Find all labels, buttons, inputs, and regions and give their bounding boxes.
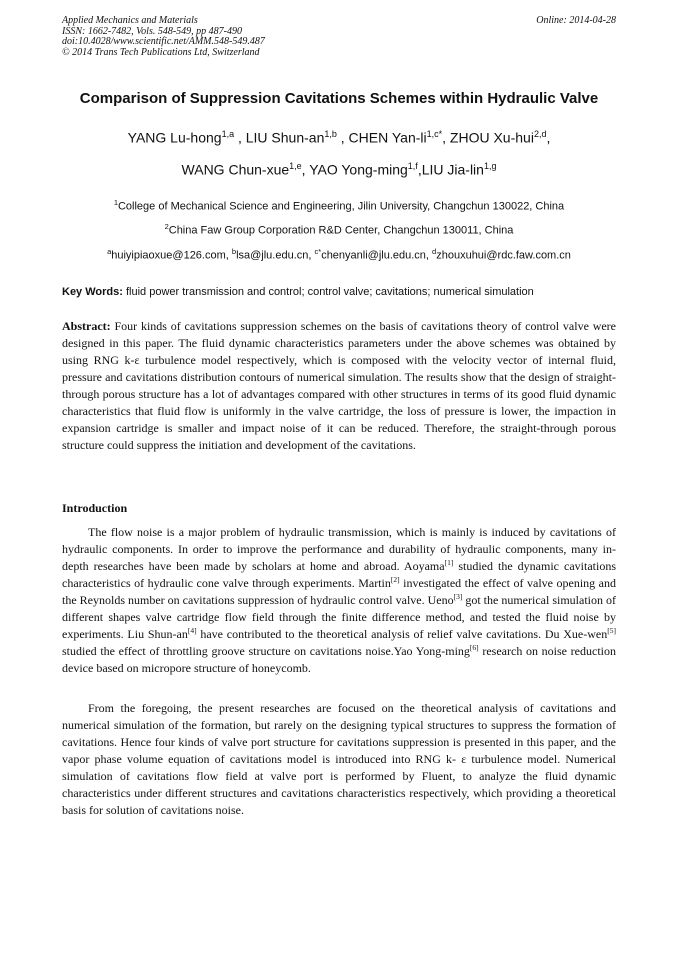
affiliation-text: China Faw Group Corporation R&D Center, Changchun 130011, China bbox=[168, 224, 514, 237]
introduction-paragraph-2 bbox=[62, 700, 616, 819]
paragraph-text: From the foregoing, the present researches are focused on the theoretical analysis of cavitations and numerical simulation of the formation, but rarely on the designing typical structures to suppress the formation of cavitations. Hence four kinds of valve port structure for cavitations suppression is presented in this paper, and the vapor phase volume equation of cavitations model is introduced into RNG k- ε turbulence model. Numerical simulation of cavitations flow field at valve port is performed by Fluent, to analyze the fluid dynamic characteristics under different structures and cavitations characteristics respectively, which providing a theoretical basis for solution of cavitations noise. bbox=[62, 701, 616, 817]
email-line: $^a$huiyipiaoxue@126.com, $^b$lsa@jlu.edu.cn, $^{c*}$chenyanli@jlu.edu.cn, $^d$zhouxuhui@rdc.faw.com.cn bbox=[107, 247, 571, 262]
journal-name: Applied Mechanics and Materials bbox=[62, 15, 198, 26]
email-address: zhouxuhui@rdc.faw.com.cn bbox=[436, 249, 571, 262]
author-sup: 1,e bbox=[289, 161, 302, 171]
author-sup: 1,c* bbox=[426, 129, 443, 139]
keywords-label: Key Words: bbox=[62, 286, 123, 298]
author-sup: 1,a bbox=[221, 129, 235, 139]
author-name: ZHOU Xu-hui bbox=[449, 129, 534, 146]
paragraph-text: got the numerical simulation of different shapes valve cartridge flow field through the finite difference method, and tested the fluid noise by experiments. Liu Shun-an bbox=[62, 593, 616, 641]
affiliation-1 bbox=[62, 196, 616, 214]
affiliation-sup: 2 bbox=[164, 222, 169, 231]
email-address: lsa@jlu.edu.cn bbox=[236, 249, 309, 262]
online-date: Online: 2014-04-28 bbox=[536, 15, 616, 26]
citation-ref: [5] bbox=[607, 626, 616, 635]
author-name: LIU Shun-an bbox=[245, 129, 325, 146]
keywords bbox=[62, 285, 616, 299]
email-address: huiyipiaoxue@126.com bbox=[111, 249, 226, 262]
email-sup: d bbox=[432, 247, 437, 256]
author-name: CHEN Yan-li bbox=[348, 129, 427, 146]
citation-ref: [1] bbox=[444, 558, 454, 567]
citation-ref: [6] bbox=[469, 643, 479, 652]
author-name: WANG Chun-xue bbox=[181, 161, 290, 178]
author-sup: 1,g bbox=[483, 161, 497, 171]
abstract bbox=[62, 318, 616, 454]
journal-header bbox=[62, 16, 616, 58]
email-sup: b bbox=[231, 247, 237, 256]
author-name: LIU Jia-lin bbox=[421, 161, 484, 178]
author-line-1: YANG Lu-hong$^{1,a}$ , LIU Shun-an$^{1,b}$ , CHEN Yan-$li^{1,c*}$, ZHOU Xu-hui$^{2,d}$, bbox=[127, 129, 551, 146]
author-sup: 1,b bbox=[324, 129, 337, 139]
author-sup: 2,d bbox=[533, 129, 547, 139]
citation-ref: [4] bbox=[187, 626, 197, 635]
affiliation-2 bbox=[62, 220, 616, 238]
email-address: chenyanli@jlu.edu.cn bbox=[321, 249, 426, 262]
paragraph-text: research on noise reduction device based on micropore structure of honeycomb. bbox=[62, 644, 616, 675]
section-heading-introduction: Introduction bbox=[62, 501, 128, 515]
email-sup: c* bbox=[314, 247, 322, 256]
affiliation-sup: 1 bbox=[113, 198, 118, 207]
abstract-label: Abstract: bbox=[62, 319, 111, 333]
paper-title: Comparison of Suppression Cavitations Schemes within Hydraulic Valve bbox=[79, 90, 599, 107]
email-sup: a bbox=[107, 247, 112, 256]
author-name: YANG Lu-hong bbox=[127, 129, 222, 146]
issn-line: ISSN: 1662-7482, Vols. 548-549, pp 487-490 bbox=[62, 25, 242, 37]
author-line-2: WANG Chun-xue$^{1,e}$, YAO Yong-ming$^{1,f}$,LIU Jia-lin$^{1,g}$ bbox=[181, 161, 497, 178]
paragraph-text: investigated the effect of valve opening and the Reynolds number on cavitations suppression of hydraulic control valve. Ueno bbox=[62, 576, 617, 607]
abstract-text: Four kinds of cavitations suppression schemes on the basis of cavitations theory of control valve were designed in this paper. The fluid dynamic characteristics parameters under the above schemes was obtained by using RNG k-ε turbulence model respectively, which is composed with the velocity vector of internal fluid, pressure and cavitations distribution contours of numerical simulation. The results show that the design of straight-through porous structure has a lot of advantages compared with other structures in terms of its good fluid dynamic characteristics that fluid flow is uniformly in the valve cartridge, the loss of pressure is lower, the impaction in expansion cartridge is smaller and impact noise of it can be reduced. Therefore, the straight-through porous structure could suppress the initiation and development of the cavitations. bbox=[62, 319, 617, 452]
author-name: YAO Yong-ming bbox=[309, 161, 408, 178]
paragraph-text: studied the effect of throttling groove structure on cavitations noise.Yao Yong-ming bbox=[62, 644, 470, 658]
paragraph-text: studied the dynamic cavitations characteristics of hydraulic cone valve through experiments. Martin bbox=[62, 559, 616, 590]
affiliation-text: College of Mechanical Science and Engineering, Jilin University, Changchun 130022, China bbox=[117, 200, 565, 213]
paragraph-text: have contributed to the theoretical analysis of relief valve cavitations. Du Xue-wen bbox=[196, 627, 608, 641]
doi-line: doi:10.4028/www.scientific.net/AMM.548-549.487 bbox=[62, 36, 265, 47]
keywords-text: fluid power transmission and control; control valve; cavitations; numerical simulation bbox=[125, 286, 534, 298]
copyright-line: © 2014 Trans Tech Publications Ltd, Switzerland bbox=[62, 46, 260, 58]
introduction-paragraph-1 bbox=[62, 524, 616, 677]
citation-ref: [2] bbox=[390, 575, 400, 584]
author-sup: 1,f bbox=[407, 161, 418, 171]
paragraph-text: The flow noise is a major problem of hydraulic transmission, which is mainly is induced by cavitations of hydraulic components. In order to improve the performance and durability of hydraulic components, many in-depth researches have been made by scholars at home and abroad. Aoyama bbox=[62, 525, 616, 573]
citation-ref: [3] bbox=[453, 592, 463, 601]
